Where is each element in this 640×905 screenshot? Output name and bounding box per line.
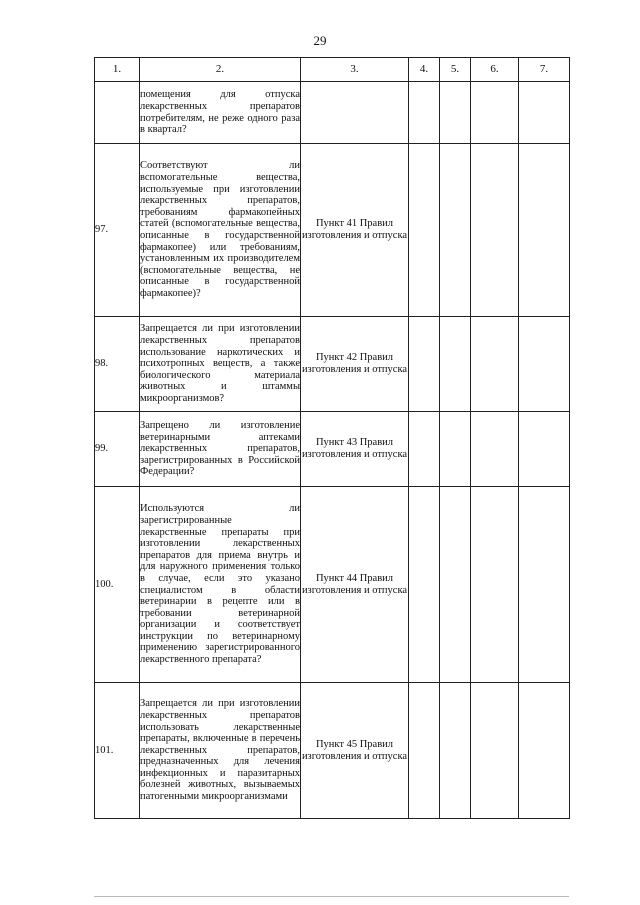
header-col-2: 2.: [140, 58, 301, 82]
empty-cell: [519, 412, 570, 487]
empty-cell: [471, 412, 519, 487]
table-row: [95, 487, 570, 683]
legal-reference: Пункт 44 Правил изготовления и отпуска: [301, 487, 409, 683]
row-number: [95, 82, 140, 144]
page-bottom-rule: [94, 896, 569, 897]
empty-cell: [471, 683, 519, 819]
empty-cell: [440, 683, 471, 819]
table-row: [95, 412, 570, 487]
empty-cell: [471, 487, 519, 683]
empty-cell: [409, 487, 440, 683]
row-number: 98.: [95, 317, 140, 412]
row-number: 99.: [95, 412, 140, 487]
empty-cell: [440, 317, 471, 412]
empty-cell: [409, 144, 440, 317]
empty-cell: [440, 412, 471, 487]
question-text: Запрещается ли при изготовлении лекарственных препаратов использовать лекарственные препараты, включенные в перечень лекарственных препаратов, предназначенных для лечения инфекционных и паразитарных болезней животных, вызываемых патогенными микроорганизмами: [140, 683, 301, 819]
empty-cell: [440, 144, 471, 317]
question-text: Соответствуют ли вспомогательные вещества, используемые при изготовлении лекарственных препаратов, требованиям фармакопейных статей (вспомогательные вещества, описанные в государственной фармакопее) или требованиям, установленным их производителем (вспомогательные вещества, не описанные в государственной фармакопее)?: [140, 144, 301, 317]
empty-cell: [519, 683, 570, 819]
header-col-4: 4.: [409, 58, 440, 82]
legal-reference: Пункт 45 Правил изготовления и отпуска: [301, 683, 409, 819]
question-text: Используются ли зарегистрированные лекарственные препараты при изготовлении лекарственных препаратов для приема внутрь и для наружного применения только в случае, если это указано специалистом в области ветеринарии в рецепте или в требовании ветеринарной организации и соответствует инструкции по ветеринарному применению зарегистрированного лекарственного препарата?: [140, 487, 301, 683]
empty-cell: [440, 487, 471, 683]
page-number: 29: [313, 33, 327, 48]
row-number: 101.: [95, 683, 140, 819]
table-row: [95, 317, 570, 412]
row-number: 97.: [95, 144, 140, 317]
header-col-7: 7.: [519, 58, 570, 82]
legal-reference: [301, 82, 409, 144]
empty-cell: [471, 144, 519, 317]
empty-cell: [471, 317, 519, 412]
empty-cell: [519, 317, 570, 412]
empty-cell: [409, 317, 440, 412]
question-text: Запрещается ли при изготовлении лекарственных препаратов использование наркотических и психотропных веществ, а также биологического материала животных и штаммы микроорганизмов?: [140, 317, 301, 412]
header-col-5: 5.: [440, 58, 471, 82]
header-row: [95, 58, 570, 82]
empty-cell: [409, 412, 440, 487]
empty-cell: [440, 82, 471, 144]
question-text: Запрещено ли изготовление ветеринарными аптеками лекарственных препаратов, зарегистрированных в Российской Федерации?: [140, 412, 301, 487]
empty-cell: [519, 82, 570, 144]
empty-cell: [519, 487, 570, 683]
legal-reference: Пункт 43 Правил изготовления и отпуска: [301, 412, 409, 487]
question-text: помещения для отпуска лекарственных препаратов потребителям, не реже одного раза в квартал?: [140, 82, 301, 144]
empty-cell: [471, 82, 519, 144]
legal-reference: Пункт 41 Правил изготовления и отпуска: [301, 144, 409, 317]
table-row: [95, 683, 570, 819]
table-row: [95, 144, 570, 317]
checklist-table: [94, 57, 570, 819]
empty-cell: [409, 82, 440, 144]
row-number: 100.: [95, 487, 140, 683]
header-col-6: 6.: [471, 58, 519, 82]
header-col-1: 1.: [95, 58, 140, 82]
empty-cell: [519, 144, 570, 317]
table-row: [95, 82, 570, 144]
header-col-3: 3.: [301, 58, 409, 82]
legal-reference: Пункт 42 Правил изготовления и отпуска: [301, 317, 409, 412]
empty-cell: [409, 683, 440, 819]
